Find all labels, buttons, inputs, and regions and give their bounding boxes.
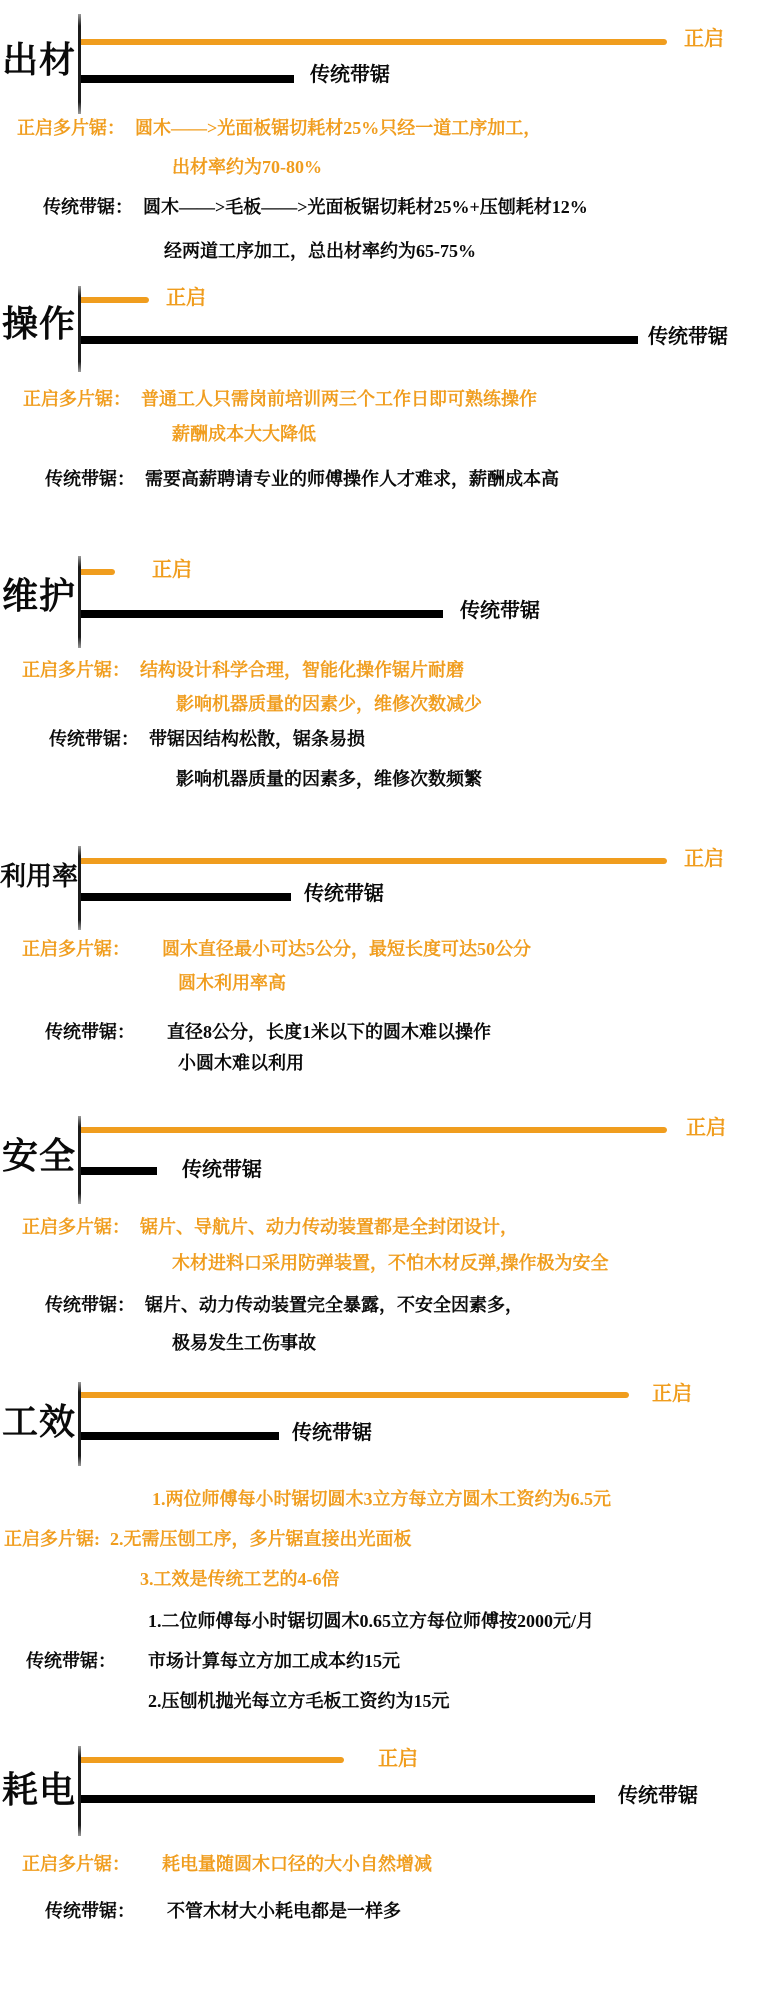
note-zhengqi-line-1: 正启多片锯： 结构设计科学合理，智能化操作锯片耐磨 bbox=[22, 660, 464, 680]
bar-chuantong bbox=[81, 75, 294, 83]
bar-chuantong bbox=[81, 1432, 279, 1440]
note-label-chuantong: 传统带锯： bbox=[45, 1901, 135, 1921]
bar-label-zhengqi: 正启 bbox=[686, 1117, 726, 1139]
note-zhengqi-line-2: 木材进料口采用防弹装置，不怕木材反弹,操作极为安全 bbox=[172, 1253, 609, 1273]
section-title-efficiency: 工效 bbox=[2, 1402, 77, 1442]
note-label-chuantong: 传统带锯： bbox=[26, 1651, 116, 1671]
section-title-utilization: 利用率 bbox=[0, 862, 79, 891]
note-label-zhengqi: 正启多片锯： bbox=[22, 1217, 130, 1237]
note-chuantong-line-2: 传统带锯： 市场计算每立方加工成本约15元 bbox=[26, 1651, 400, 1671]
bar-chuantong bbox=[81, 610, 443, 618]
note-chuantong-line-2: 经两道工序加工，总出材率约为65-75% bbox=[164, 241, 476, 261]
bar-chuantong bbox=[81, 1167, 157, 1175]
section-title-power: 耗电 bbox=[2, 1770, 77, 1810]
note-label-chuantong: 传统带锯： bbox=[45, 1022, 135, 1042]
note-chuantong-line-1: 1.二位师傅每小时锯切圆木0.65立方每位师傅按2000元/月 bbox=[148, 1611, 594, 1631]
note-zhengqi-line-1: 1.两位师傅每小时锯切圆木3立方每立方圆木工资约为6.5元 bbox=[152, 1489, 611, 1509]
note-label-chuantong: 传统带锯： bbox=[45, 469, 135, 489]
bar-zhengqi bbox=[81, 39, 667, 45]
note-chuantong-line-2: 极易发生工伤事故 bbox=[172, 1333, 316, 1353]
note-chuantong-line-1: 传统带锯： 带锯因结构松散，锯条易损 bbox=[49, 729, 365, 749]
note-label-zhengqi: 正启多片锯： bbox=[17, 118, 125, 138]
note-chuantong-line-1: 传统带锯： 圆木——>毛板——>光面板锯切耗材25%+压刨耗材12% bbox=[43, 197, 588, 217]
bar-zhengqi bbox=[81, 1757, 344, 1763]
bar-label-zhengqi: 正启 bbox=[652, 1383, 692, 1405]
bar-label-chuantong: 传统带锯 bbox=[304, 883, 384, 905]
bar-label-zhengqi: 正启 bbox=[684, 848, 724, 870]
bar-label-zhengqi: 正启 bbox=[378, 1748, 418, 1770]
note-zhengqi-line-2: 影响机器质量的因素少，维修次数减少 bbox=[176, 694, 482, 714]
note-zhengqi-line-1: 正启多片锯： 普通工人只需岗前培训两三个工作日即可熟练操作 bbox=[23, 389, 537, 409]
note-label-chuantong: 传统带锯： bbox=[49, 729, 139, 749]
bar-label-chuantong: 传统带锯 bbox=[648, 326, 728, 348]
axis-line bbox=[78, 14, 81, 114]
bar-zhengqi bbox=[81, 858, 667, 864]
note-chuantong-line-2: 影响机器质量的因素多，维修次数频繁 bbox=[176, 769, 482, 789]
note-label-chuantong: 传统带锯： bbox=[43, 197, 133, 217]
section-title-operation: 操作 bbox=[2, 304, 77, 344]
note-zhengqi-line-1: 正启多片锯： 耗电量随圆木口径的大小自然增减 bbox=[22, 1854, 432, 1874]
note-chuantong-line-3: 2.压刨机抛光每立方毛板工资约为15元 bbox=[148, 1691, 450, 1711]
bar-chuantong bbox=[81, 1795, 595, 1803]
note-label-zhengqi: 正启多片锯： bbox=[23, 389, 131, 409]
note-zhengqi-line-2: 圆木利用率高 bbox=[178, 973, 286, 993]
note-zhengqi-line-2: 正启多片锯: 2.无需压刨工序，多片锯直接出光面板 bbox=[4, 1529, 412, 1549]
note-label-zhengqi: 正启多片锯: bbox=[4, 1529, 100, 1549]
note-chuantong-line-1: 传统带锯： 锯片、动力传动装置完全暴露，不安全因素多， bbox=[45, 1295, 523, 1315]
note-chuantong-line-1: 传统带锯： 需要高薪聘请专业的师傅操作人才难求，薪酬成本高 bbox=[45, 469, 559, 489]
note-zhengqi-line-1: 正启多片锯： 圆木——>光面板锯切耗材25%只经一道工序加工， bbox=[17, 118, 542, 138]
bar-label-chuantong: 传统带锯 bbox=[310, 64, 390, 86]
section-title-maintenance: 维护 bbox=[2, 576, 77, 616]
bar-label-zhengqi: 正启 bbox=[166, 287, 206, 309]
bar-label-chuantong: 传统带锯 bbox=[292, 1422, 372, 1444]
bar-label-zhengqi: 正启 bbox=[684, 28, 724, 50]
note-chuantong-line-1: 传统带锯： 不管木材大小耗电都是一样多 bbox=[45, 1901, 401, 1921]
bar-chuantong bbox=[81, 893, 291, 901]
note-chuantong-line-2: 小圆木难以利用 bbox=[178, 1053, 304, 1073]
bar-zhengqi bbox=[81, 297, 149, 303]
bar-zhengqi bbox=[81, 1127, 667, 1133]
bar-label-chuantong: 传统带锯 bbox=[460, 600, 540, 622]
note-label-zhengqi: 正启多片锯： bbox=[22, 660, 130, 680]
note-label-zhengqi: 正启多片锯： bbox=[22, 1854, 130, 1874]
bar-label-chuantong: 传统带锯 bbox=[182, 1159, 262, 1181]
note-label-zhengqi: 正启多片锯： bbox=[22, 939, 130, 959]
note-zhengqi-line-3: 3.工效是传统工艺的4-6倍 bbox=[140, 1569, 340, 1589]
bar-zhengqi bbox=[81, 1392, 629, 1398]
note-zhengqi-line-1: 正启多片锯： 圆木直径最小可达5公分，最短长度可达50公分 bbox=[22, 939, 531, 959]
bar-chuantong bbox=[81, 336, 638, 344]
bar-label-chuantong: 传统带锯 bbox=[618, 1785, 698, 1807]
note-label-chuantong: 传统带锯： bbox=[45, 1295, 135, 1315]
bar-label-zhengqi: 正启 bbox=[152, 559, 192, 581]
note-zhengqi-line-2: 薪酬成本大大降低 bbox=[172, 424, 316, 444]
section-title-yield: 出材 bbox=[2, 40, 77, 80]
note-zhengqi-line-2: 出材率约为70-80% bbox=[172, 157, 322, 177]
note-zhengqi-line-1: 正启多片锯： 锯片、导航片、动力传动装置都是全封闭设计， bbox=[22, 1217, 518, 1237]
note-chuantong-line-1: 传统带锯： 直径8公分，长度1米以下的圆木难以操作 bbox=[45, 1022, 491, 1042]
bar-zhengqi bbox=[81, 569, 115, 575]
section-title-safety: 安全 bbox=[2, 1136, 77, 1176]
